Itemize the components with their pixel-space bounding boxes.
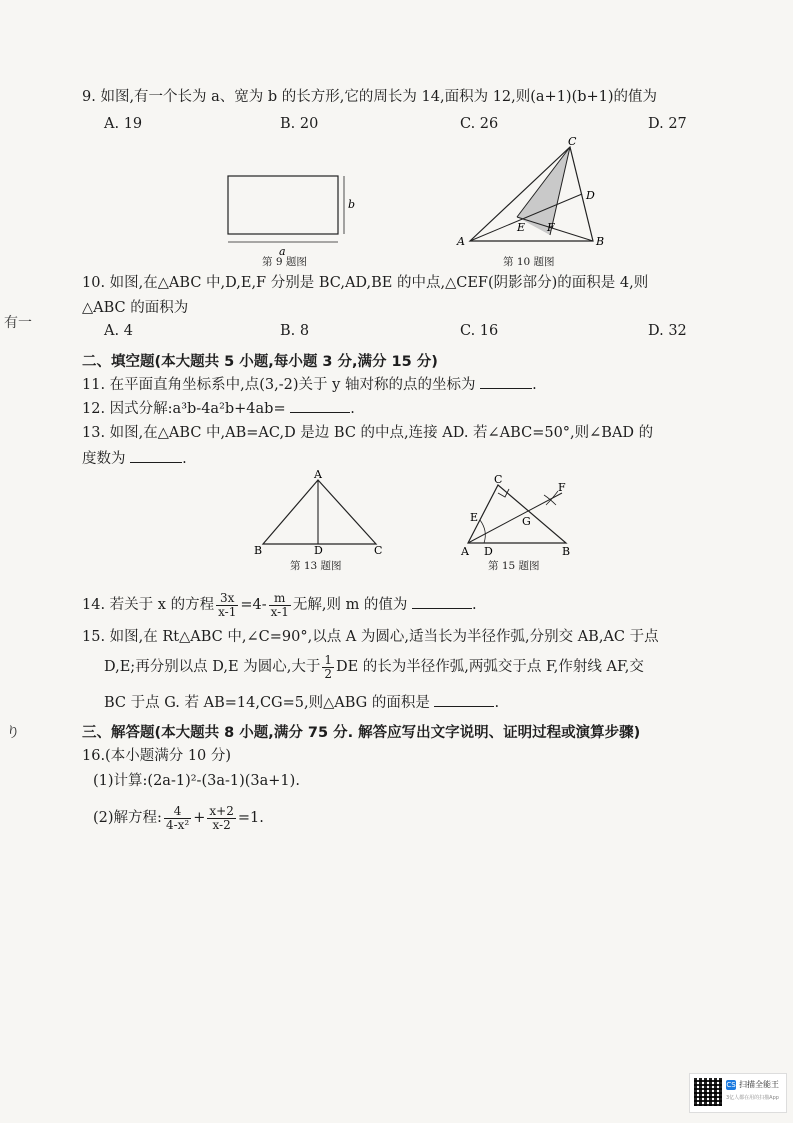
- q15-point-e: E: [470, 511, 479, 524]
- margin-mark-bottom: り: [6, 725, 20, 741]
- q15-figure-caption: 第 15 题图: [488, 560, 540, 572]
- q13-line2: 度数为 .: [82, 448, 187, 469]
- qr-code-icon: [694, 1078, 722, 1106]
- q10-option-c: C. 16: [460, 323, 499, 339]
- q14-prefix: 14. 若关于 x 的方程: [82, 597, 215, 613]
- q14-frac1-den: x-1: [218, 604, 237, 619]
- q15-line3-text: BC 于点 G. 若 AB=14,CG=5,则△ABG 的面积是: [104, 695, 430, 711]
- q16-f2-den: x-2: [212, 817, 231, 832]
- q9-option-c: C. 26: [460, 116, 499, 132]
- q14-frac1-num: 3x: [216, 592, 238, 606]
- q15-triangle-abc: [468, 485, 566, 543]
- q16-fraction-2: [207, 805, 235, 832]
- q10-triangle-abc: [470, 147, 593, 241]
- q14-frac2-den: x-1: [270, 604, 289, 619]
- q14-answer-blank: [412, 594, 472, 609]
- q9-label-a: a: [279, 245, 286, 258]
- q13-line2-text: 度数为: [82, 451, 126, 467]
- q15-ray-af: [468, 493, 562, 543]
- scanner-watermark-badge: [689, 1073, 787, 1113]
- q10-point-b: B: [596, 235, 605, 248]
- q15-line2-pre: D,E;再分别以点 D,E 为圆心,大于: [104, 659, 321, 675]
- q14-suffix: 无解,则 m 的值为: [292, 597, 408, 613]
- q10-stem-line1: 10. 如图,在△ABC 中,D,E,F 分别是 BC,AD,BE 的中点,△CEF(阴影部分)的面积是 4,则: [82, 275, 649, 291]
- q15-point-g: G: [522, 515, 531, 528]
- q15-figure: [458, 475, 583, 557]
- q15-point-f: F: [558, 481, 566, 494]
- q9-figure-caption: 第 9 题图: [262, 256, 307, 268]
- section3-title: 三、解答题(本大题共 8 小题,满分 75 分. 解答应写出文字说明、证明过程或演算步骤): [82, 725, 641, 741]
- q16-f1-num: 4: [164, 805, 191, 819]
- q9-figure: [220, 170, 360, 265]
- q13-point-b: B: [254, 544, 263, 557]
- q16-part2: [93, 803, 264, 833]
- q13-point-a: A: [314, 468, 322, 481]
- q9-option-a: A. 19: [104, 116, 143, 132]
- scanner-badge-subtitle: 3亿人都在用的扫描App: [726, 1095, 779, 1101]
- q15-point-d: D: [484, 545, 493, 557]
- q15-line1: 15. 如图,在 Rt△ABC 中,∠C=90°,以点 A 为圆心,适当长为半径作弧,分别交 AB,AC 于点: [82, 629, 659, 645]
- section2-title: 二、填空题(本大题共 5 小题,每小题 3 分,满分 15 分): [82, 354, 438, 370]
- scanner-badge-title: 扫描全能王: [739, 1080, 779, 1089]
- q13-line1: 13. 如图,在△ABC 中,AB=AC,D 是边 BC 的中点,连接 AD. 若∠ABC=50°,则∠BAD 的: [82, 425, 654, 441]
- q9-option-b: B. 20: [280, 116, 319, 132]
- q10-point-a: A: [457, 235, 465, 248]
- q15-half-num: 1: [324, 652, 332, 667]
- q16-title: 16.(本小题满分 10 分): [82, 748, 232, 764]
- q15-point-b: B: [562, 545, 571, 557]
- q14-mid: =4-: [240, 597, 267, 613]
- q11-answer-blank: [480, 374, 532, 389]
- q10-option-a: A. 4: [104, 323, 133, 339]
- q10-point-d: D: [586, 189, 595, 202]
- q10-figure: [455, 133, 615, 251]
- q10-segment-be: [517, 217, 593, 241]
- scanner-logo-icon: CS: [726, 1081, 736, 1089]
- q10-option-d: D. 32: [648, 323, 687, 339]
- q10-stem-line2: △ABC 的面积为: [82, 300, 189, 316]
- q13-triangle-abc: [263, 480, 376, 544]
- q12-answer-blank: [290, 398, 350, 413]
- q16-part2-pre: (2)解方程:: [93, 810, 162, 826]
- q15-answer-blank: [434, 692, 494, 707]
- q16-plus: +: [193, 810, 206, 826]
- q15-arc-de: [480, 520, 485, 543]
- q14-fraction-2: [269, 592, 291, 619]
- q10-point-e: E: [517, 221, 526, 234]
- q15-line2: [104, 652, 644, 682]
- q15-point-c: C: [494, 475, 503, 486]
- q11-text: 11. 在平面直角坐标系中,点(3,-2)关于 y 轴对称的点的坐标为 .: [82, 374, 537, 395]
- q12-stem: 12. 因式分解:a³b-4a²b+4ab=: [82, 401, 286, 417]
- q12-text: 12. 因式分解:a³b-4a²b+4ab= .: [82, 398, 355, 419]
- q15-arc-f1: [544, 495, 556, 505]
- q9-label-b: b: [348, 198, 356, 211]
- q11-stem: 11. 在平面直角坐标系中,点(3,-2)关于 y 轴对称的点的坐标为: [82, 377, 476, 393]
- q9-rectangle: [228, 176, 338, 234]
- q14-text: 14. 若关于 x 的方程 $\frac{3x}{x-1}$ =4- $\frac{m}{x-1}$ 无解,则 m 的值为 .: [82, 590, 477, 619]
- q13-point-c: C: [374, 544, 383, 557]
- q14-frac2-num: m: [269, 592, 291, 606]
- q9-option-d: D. 27: [648, 116, 687, 132]
- q16-f2-num: x+2: [209, 803, 234, 818]
- q16-part1: (1)计算:(2a-1)²-(3a-1)(3a+1).: [93, 773, 300, 789]
- q10-point-f: F: [547, 221, 555, 234]
- q10-figure-caption: 第 10 题图: [503, 256, 555, 268]
- q16-fraction-1: [164, 805, 191, 832]
- q15-line3: BC 于点 G. 若 AB=14,CG=5,则△ABG 的面积是 .: [104, 692, 499, 713]
- q14-fraction-1: [216, 592, 238, 619]
- q13-answer-blank: [130, 448, 182, 463]
- q13-figure-caption: 第 13 题图: [290, 560, 342, 572]
- q13-figure: [248, 468, 388, 558]
- q13-point-d: D: [314, 544, 323, 557]
- q15-line2-post: DE 的长为半径作弧,两弧交于点 F,作射线 AF,交: [335, 659, 644, 675]
- q10-option-b: B. 8: [280, 323, 310, 339]
- q15-half-den: 2: [324, 666, 332, 681]
- q10-segment-ad: [470, 194, 582, 241]
- q15-half-fraction: [322, 654, 334, 681]
- q9-stem: 9. 如图,有一个长为 a、宽为 b 的长方形,它的周长为 14,面积为 12,则(a+1)(b+1)的值为: [82, 89, 658, 105]
- q10-point-c: C: [568, 135, 577, 148]
- q16-f1-den: 4-x²: [165, 817, 190, 832]
- q16-part2-post: =1.: [237, 810, 264, 826]
- margin-mark-top: 有一: [4, 315, 32, 331]
- q15-point-a: A: [461, 545, 469, 557]
